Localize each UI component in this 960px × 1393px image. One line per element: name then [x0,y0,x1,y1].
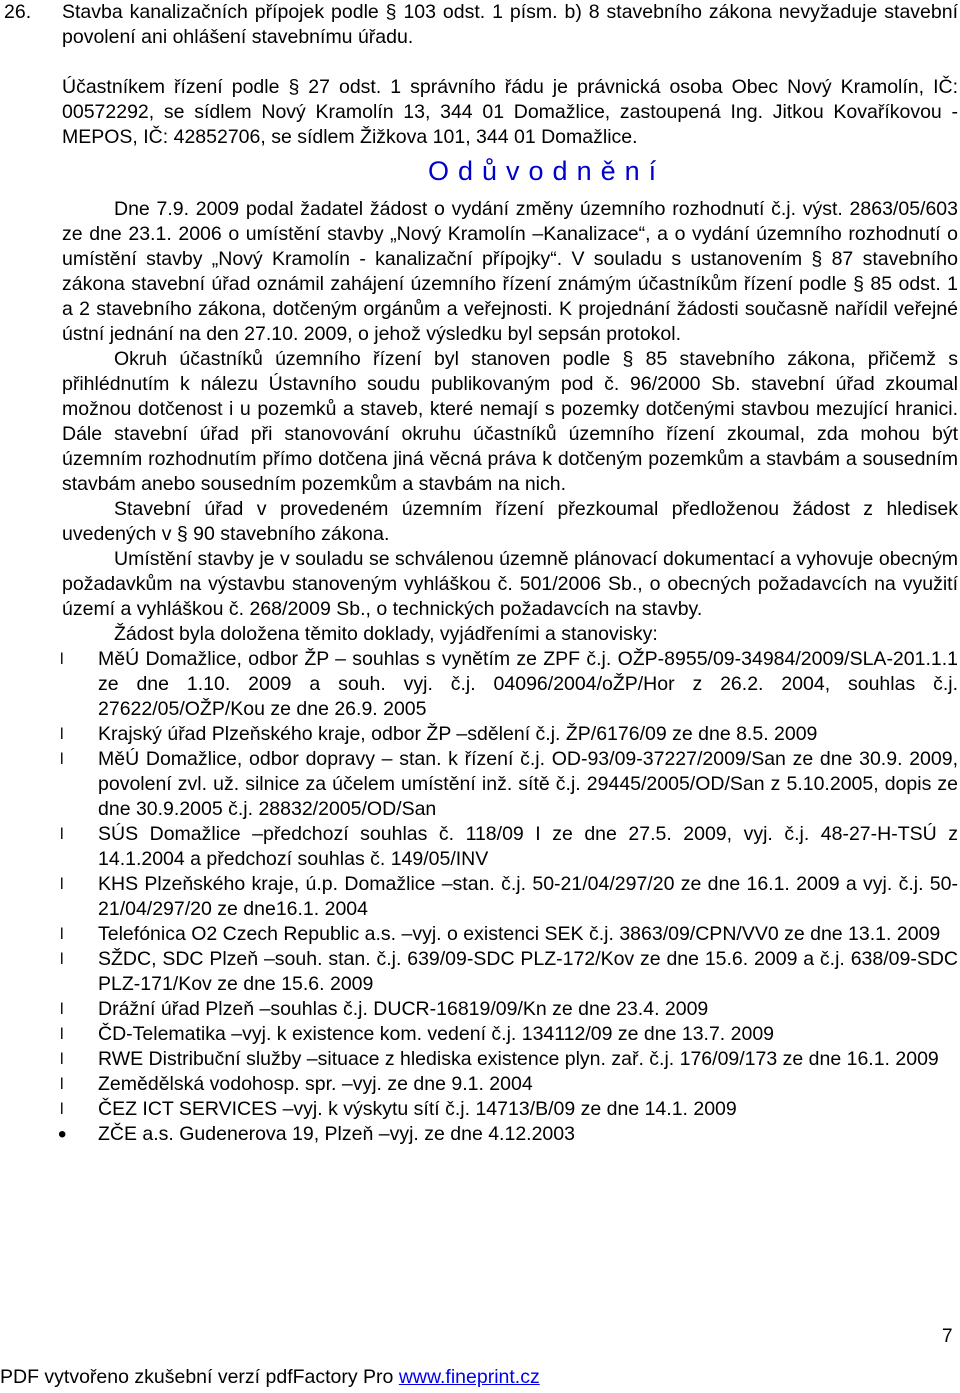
section-heading: Odůvodnění [428,156,666,186]
list-marker: • [58,1121,67,1148]
list-marker: l [60,1101,64,1118]
list-item-text: MěÚ Domažlice, odbor ŽP – souhlas s vynětím ze ZPF č.j. OŽP-8955/09-34984/2009/SLA-201.1.1 ze dne 1.10. 2009 a souh. vyj. č.j. 04096/2004/oŽP/Hor z 26.2. 2004, souhlas č.j. 27622/05/OŽP/Kou ze dne 26.9. 2005 [98,648,958,720]
footer-text: PDF vytvořeno zkušební verzí pdfFactory Pro [0,1366,399,1388]
list-item [62,947,958,997]
document-page [4,0,958,1148]
list-item [62,997,958,1022]
footer [0,1365,540,1390]
list-marker: l [60,926,64,943]
list-marker: l [60,1051,64,1068]
list-item-text: KHS Plzeňského kraje, ú.p. Domažlice –stan. č.j. 50-21/04/297/20 ze dne 16.1. 2009 a vyj. č.j. 50-21/04/297/20 ze dne16.1. 2004 [98,873,958,920]
list-marker: l [60,1001,64,1018]
participant-paragraph: Účastníkem řízení podle § 27 odst. 1 správního řádu je právnická osoba Obec Nový Kramolín, IČ: 00572292, se sídlem Nový Kramolín 13, 344 01 Domažlice, zastoupená Ing. Jitkou Kovaříkovou - MEPOS, IČ: 42852706, se sídlem Žižkova 101, 344 01 Domažlice. [62,76,958,148]
item-number: 26. [4,1,32,23]
list-item [62,922,958,947]
list-marker: l [60,1076,64,1093]
list-item [62,872,958,922]
list-item-text: RWE Distribuční služby –situace z hlediska existence plyn. zař. č.j. 176/09/173 ze dne 16.1. 2009 [98,1048,939,1070]
footer-link[interactable]: www.fineprint.cz [398,1366,540,1388]
list-item [62,1097,958,1122]
list-marker: l [60,651,64,668]
list-marker: l [60,751,64,768]
list-item-text: ČEZ ICT SERVICES –vyj. k výskytu sítí č.j. 14713/B/09 ze dne 14.1. 2009 [98,1098,737,1120]
list-item [62,1072,958,1097]
list-marker: l [60,876,64,893]
list-item-text: ČD-Telematika –vyj. k existence kom. vedení č.j. 134112/09 ze dne 13.7. 2009 [98,1023,775,1045]
documents-list [58,647,958,1148]
list-item [62,747,958,822]
list-item-text: Telefónica O2 Czech Republic a.s. –vyj. o existenci SEK č.j. 3863/09/CPN/VV0 ze dne 13.1. 2009 [98,923,941,945]
list-item [62,1022,958,1047]
paragraph-2: Okruh účastníků územního řízení byl stanoven podle § 85 stavebního zákona, přičemž s přihlédnutím k nálezu Ústavního soudu publikovaným pod č. 96/2000 Sb. stavební úřad zkoumal možnou dotčenost i u pozemků a staveb, které nemají s pozemky dotčenými stavbou mezující hranici. Dále stavební úřad při stanovování okruhu účastníků územního řízení zkoumal, zda mohou být územním rozhodnutím přímo dotčena jiná věcná práva k dotčeným pozemkům a stavbám a sousedním stavbám anebo sousedním pozemkům a stavbám na nich. [62,348,958,495]
spacer [62,50,958,75]
paragraph-1: Dne 7.9. 2009 podal žadatel žádost o vydání změny územního rozhodnutí č.j. výst. 2863/05/603 ze dne 23.1. 2006 o umístění stavby „Nový Kramolín –Kanalizace“, a o vydání územního rozhodnutí o umístění stavby „Nový Kramolín - kanalizační přípojky“. V souladu s ustanovením § 87 stavebního zákona stavební úřad oznámil zahájení územního řízení známým účastníkům řízení podle § 85 odst. 1 a 2 stavebního zákona, dotčeným orgánům a veřejnosti. K projednání žádosti současně nařídil veřejné ústní jednání na den 27.10. 2009, o jehož výsledku byl sepsán protokol. [62,198,958,345]
page-number: 7 [942,1326,953,1347]
paragraph-5: Žádost byla doložena těmito doklady, vyjádřeními a stanovisky: [114,623,658,645]
list-item-text: Drážní úřad Plzeň –souhlas č.j. DUCR-16819/09/Kn ze dne 23.4. 2009 [98,998,709,1020]
list-item-text: MěÚ Domažlice, odbor dopravy – stan. k řízení č.j. OD-93/09-37227/2009/San ze dne 30.9. 2009, povolení zvl. už. silnice za účelem umístění inž. sítě č.j. 29445/2005/OD/San z 5.10.2005, dopis ze dne 30.9.2005 č.j. 28832/2005/OD/San [98,748,958,820]
list-item [62,1047,958,1072]
list-item-text: SÚS Domažlice –předchozí souhlas č. 118/09 I ze dne 27.5. 2009, vyj. č.j. 48-27-H-TSÚ z 14.1.2004 a předchozí souhlas č. 149/05/INV [98,823,958,870]
list-item-text: Zemědělská vodohosp. spr. –vyj. ze dne 9.1. 2004 [98,1073,533,1095]
paragraph-3: Stavební úřad v provedeném územním řízení přezkoumal předloženou žádost z hledisek uvedených v § 90 stavebního zákona. [62,498,958,545]
list-marker: l [60,1026,64,1043]
list-item [62,647,958,722]
list-item-text: ZČE a.s. Gudenerova 19, Plzeň –vyj. ze dne 4.12.2003 [98,1123,575,1145]
item-26-text: Stavba kanalizačních přípojek podle § 103 odst. 1 písm. b) 8 stavebního zákona nevyžaduje stavební povolení ani ohlášení stavebnímu úřadu. [62,1,958,48]
list-marker: l [60,951,64,968]
list-marker: l [60,726,64,743]
item-26 [4,0,958,50]
list-marker: l [60,826,64,843]
list-item-text: SŽDC, SDC Plzeň –souh. stan. č.j. 639/09-SDC PLZ-172/Kov ze dne 15.6. 2009 a č.j. 638/09-SDC PLZ-171/Kov ze dne 15.6. 2009 [98,948,958,995]
list-item-text: Krajský úřad Plzeňského kraje, odbor ŽP –sdělení č.j. ŽP/6176/09 ze dne 8.5. 2009 [98,723,818,745]
list-item [58,1121,958,1148]
list-item [62,822,958,872]
list-item [62,722,958,747]
paragraph-4: Umístění stavby je v souladu se schválenou územně plánovací dokumentací a vyhovuje obecným požadavkům na výstavbu stanoveným vyhláškou č. 501/2006 Sb., o obecných požadavcích na využití území a vyhláškou č. 268/2009 Sb., o technických požadavcích na stavby. [62,548,958,620]
